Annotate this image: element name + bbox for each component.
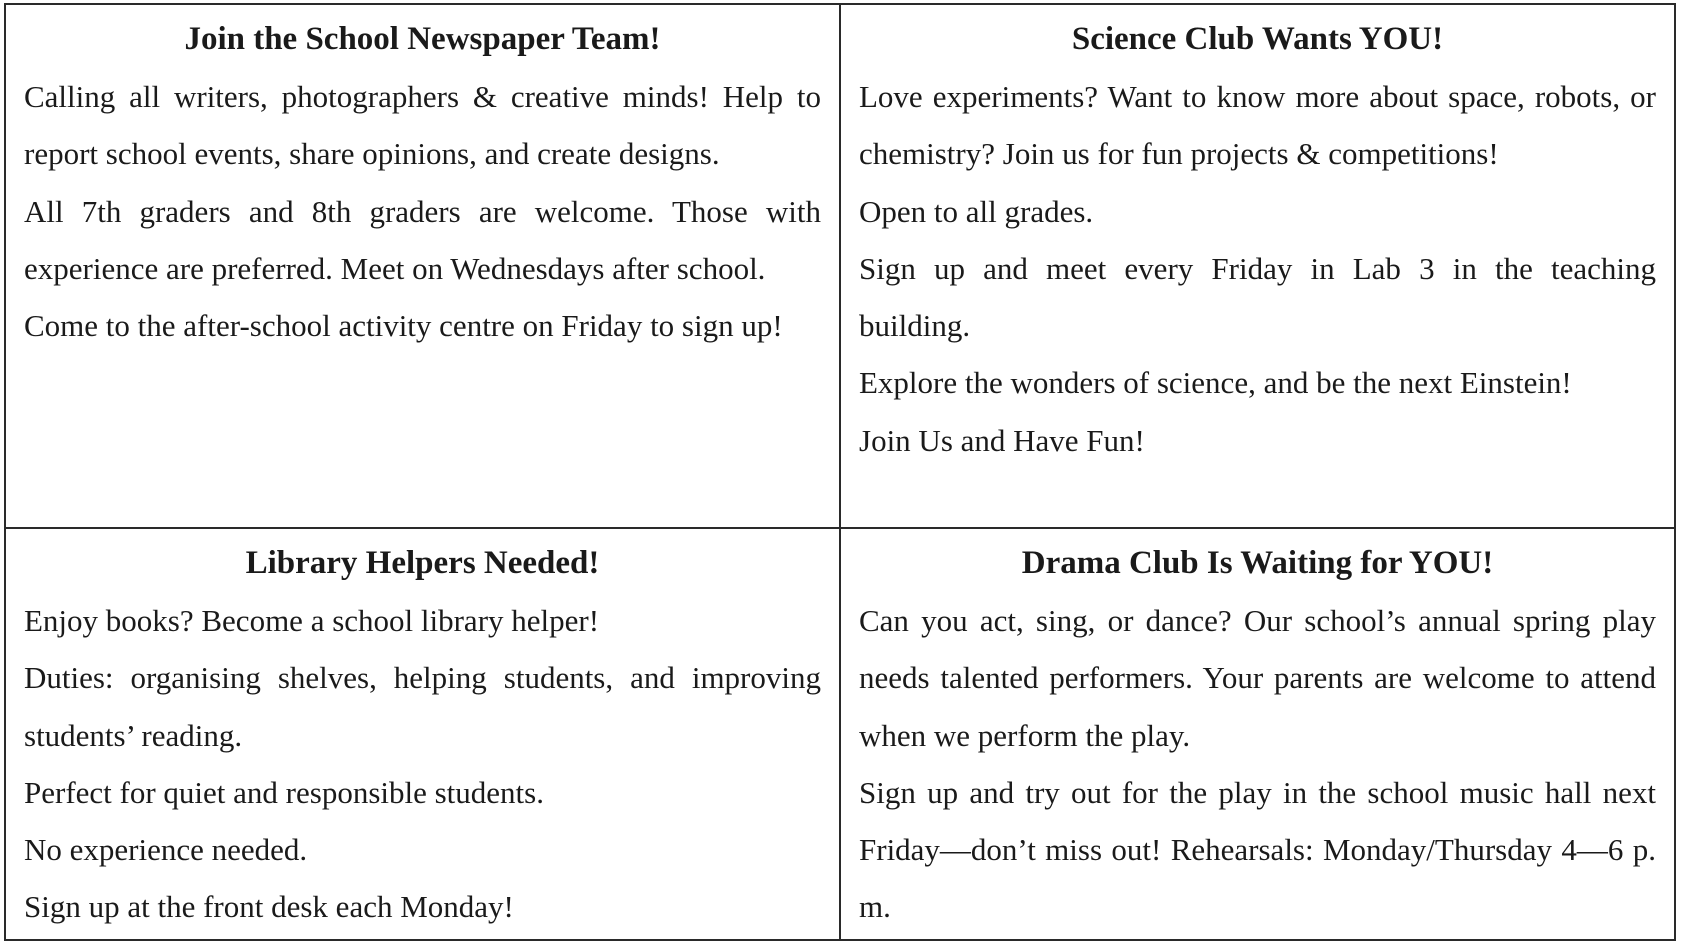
science-club-notice-paragraph: Join Us and Have Fun! [859,422,1145,458]
library-helpers-notice-title: Library Helpers Needed! [245,545,600,581]
science-club-notice-paragraph: Sign up and meet every Friday in Lab 3 in the teaching building. [859,250,1656,344]
science-club-notice-paragraph: Love experiments? Want to know more about space, robots, or chemistry? Join us for fun projects & competitions! [859,79,1656,172]
notice-board-table [4,3,1676,941]
science-club-notice [841,5,1674,529]
newspaper-notice [6,5,841,529]
newspaper-notice-paragraph: Come to the after-school activity centre on Friday to sign up! [24,308,783,344]
newspaper-notice-title: Join the School Newspaper Team! [184,21,661,57]
library-helpers-notice [6,529,841,939]
drama-club-notice-paragraph: Can you act, sing, or dance? Our school’s annual spring play needs talented performers. Your parents are welcome to attend when we perform the play. [859,603,1656,753]
science-club-notice-paragraph: Open to all grades. [859,193,1094,229]
drama-club-notice [841,529,1674,939]
science-club-notice-paragraph: Explore the wonders of science, and be the next Einstein! [859,365,1572,401]
library-helpers-notice-paragraph: Sign up at the front desk each Monday! [24,889,514,925]
library-helpers-notice-paragraph: Perfect for quiet and responsible students. [24,774,544,810]
library-helpers-notice-paragraph: Duties: organising shelves, helping students, and improving students’ reading. [24,660,821,753]
library-helpers-notice-paragraph: Enjoy books? Become a school library helper! [24,603,600,638]
newspaper-notice-paragraph: Calling all writers, photographers & creative minds! Help to report school events, share opinions, and create designs. [24,79,821,172]
newspaper-notice-paragraph: All 7th graders and 8th graders are welcome. Those with experience are preferred. Meet on Wednesdays after school. [24,193,821,286]
drama-club-notice-title: Drama Club Is Waiting for YOU! [1021,545,1494,581]
library-helpers-notice-paragraph: No experience needed. [24,832,308,868]
science-club-notice-title: Science Club Wants YOU! [1071,21,1444,57]
drama-club-notice-paragraph: Sign up and try out for the play in the school music hall next Friday—don’t miss out! Rehearsals: Monday/Thursday 4—6 p. m. [859,774,1656,925]
